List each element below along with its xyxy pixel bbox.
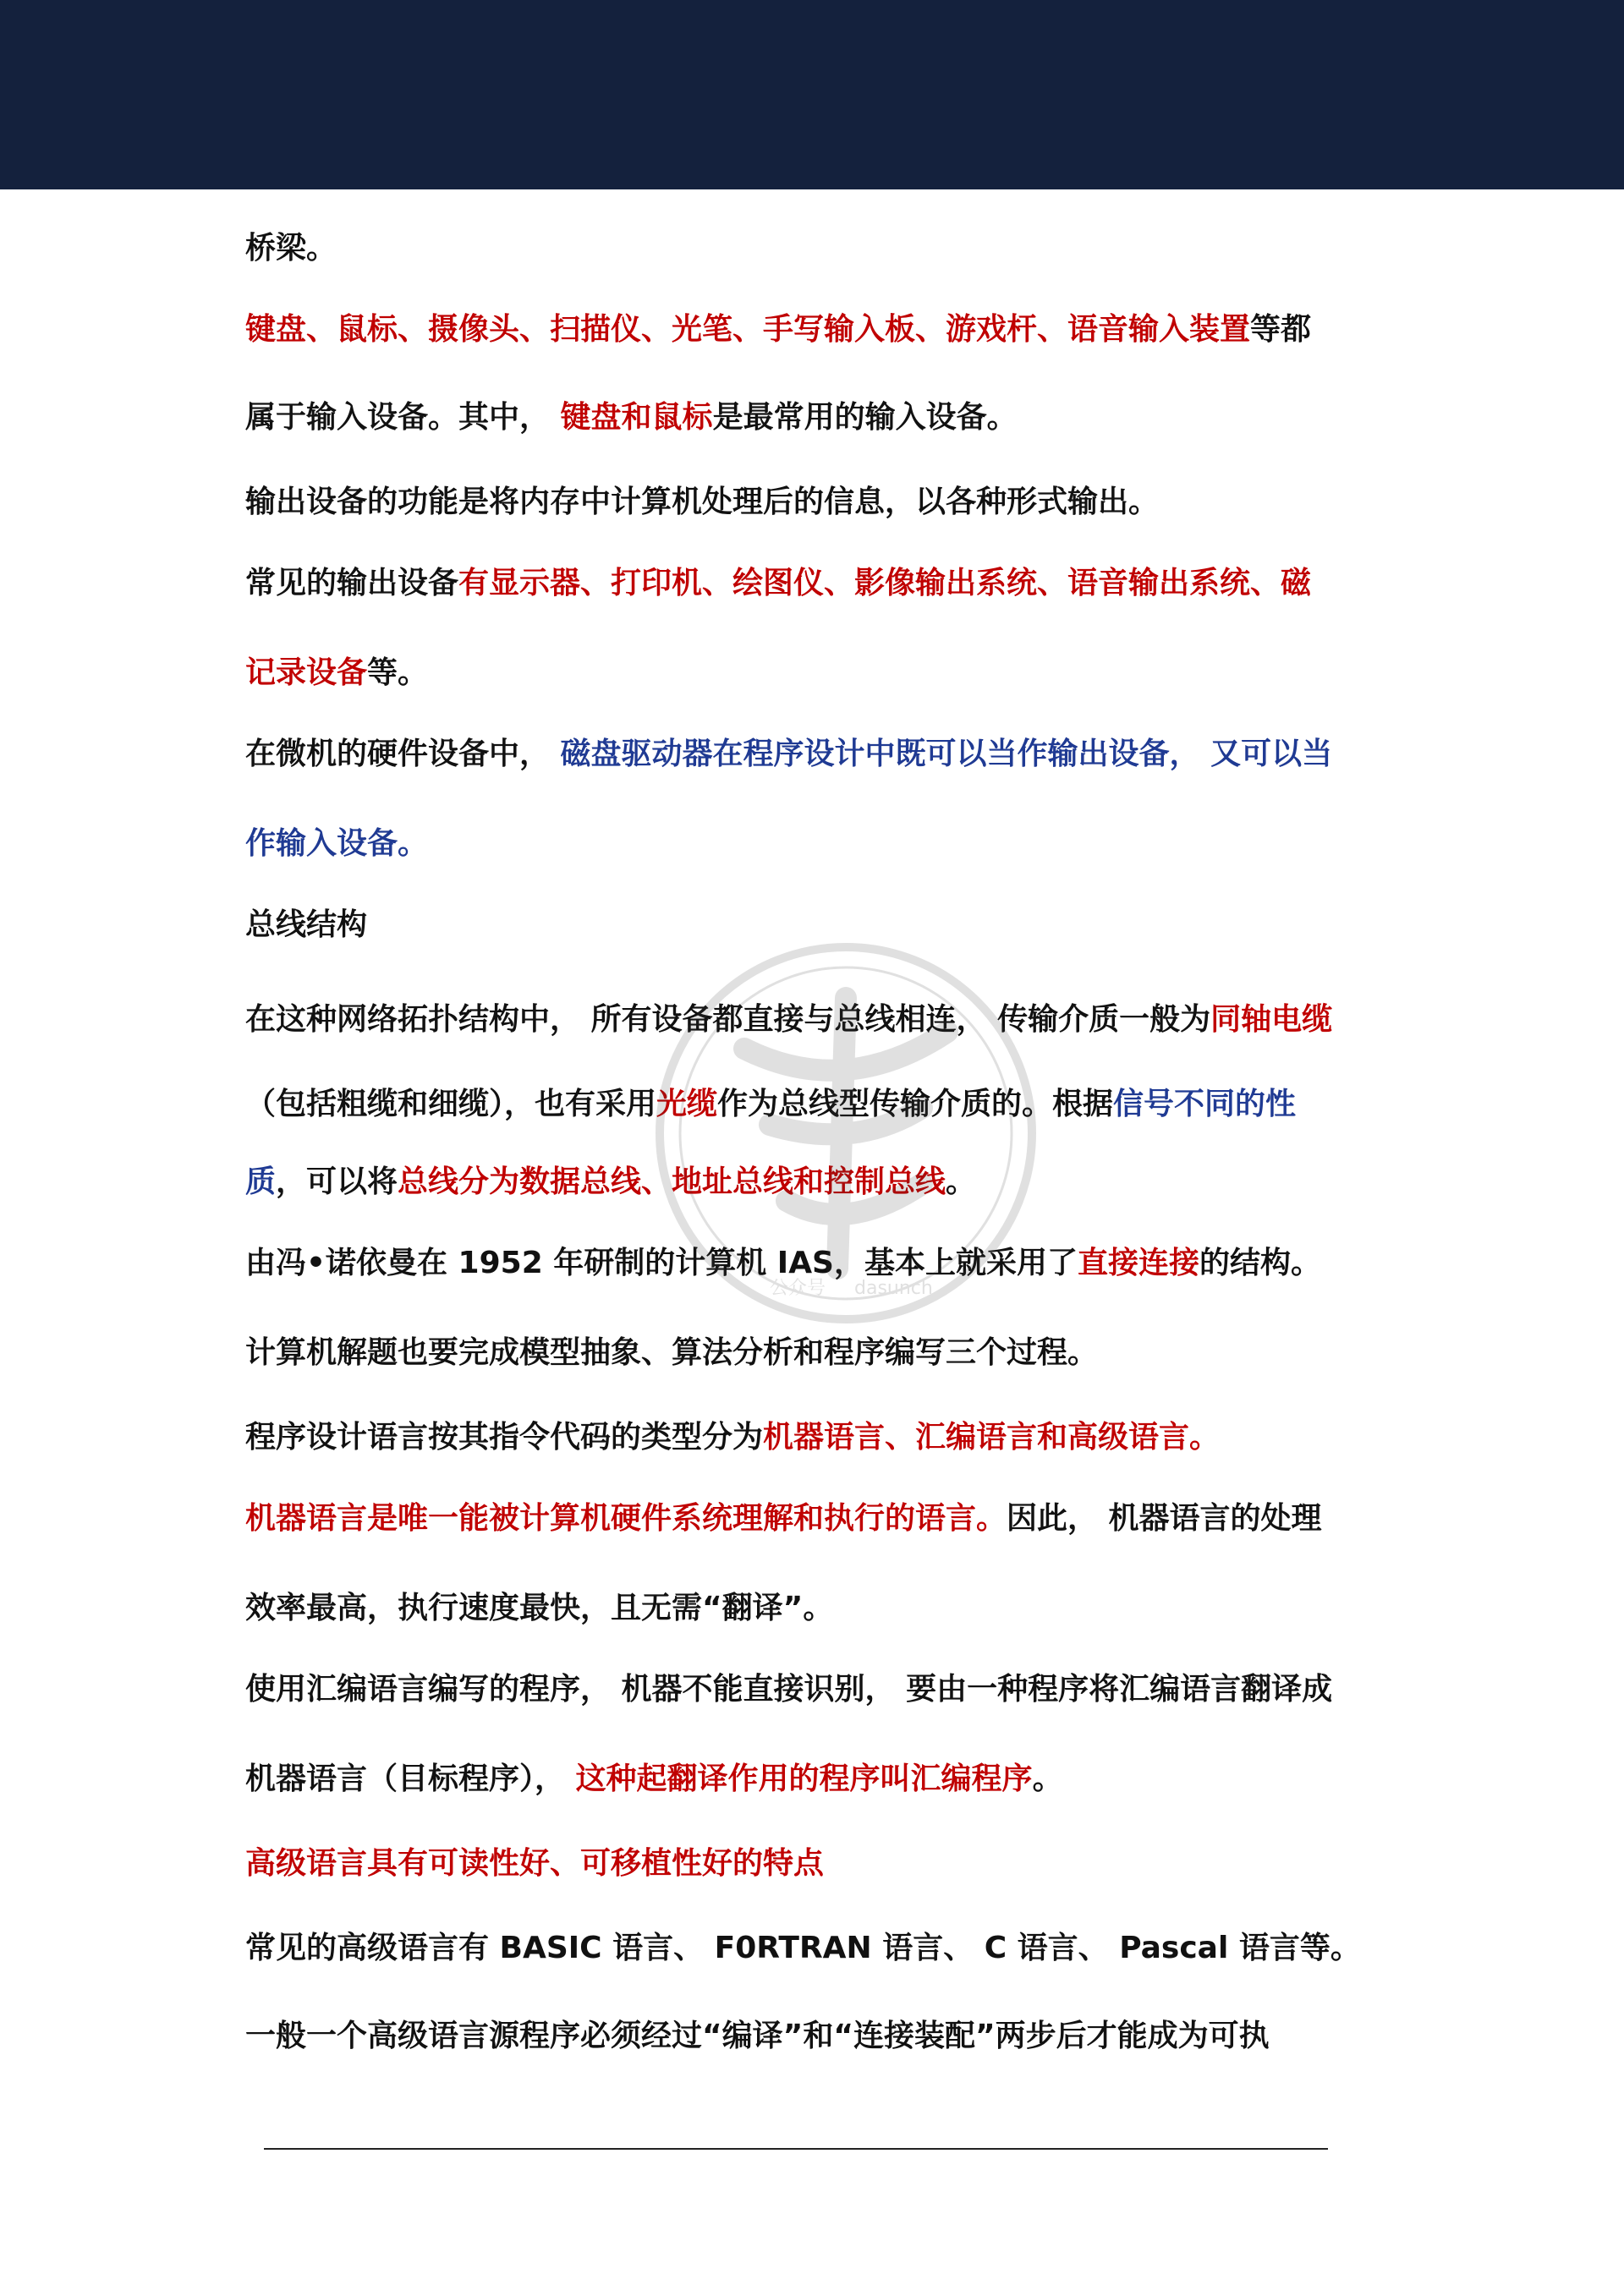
text-segment: 高级语言具有可读性好、可移植性好的特点 [245,1846,825,1881]
text-line [245,1844,1379,1884]
text-segment: 直接连接 [1078,1246,1200,1280]
text-segment: 。 [946,1164,977,1199]
text-line [245,563,1379,604]
text-segment: 记录设备 [245,655,368,690]
text-segment: 机器语言是唯一能被计算机硬件系统理解和执行的语言。 [245,1501,1007,1536]
text-segment: 桥梁。 [245,231,337,266]
text-segment: 磁盘驱动器在程序设计中既可以当作输出设备， 又可以当 [560,737,1333,771]
text-segment: 效率最高，执行速度最快，且无需“翻译”。 [245,1591,834,1625]
text-segment: 机器语言（目标程序）， [245,1762,576,1796]
text-segment: 在这种网络拓扑结构中， 所有设备都直接与总线相连， 传输介质一般为 [245,1002,1211,1037]
text-line [245,1669,1379,1710]
text-segment: 属于输入设备。其中， [245,400,561,435]
header-band [0,0,1624,189]
text-segment: 在微机的硬件设备中， [245,737,561,771]
text-segment: 等。 [367,655,429,690]
text-segment: 是最常用的输入设备。 [712,400,1018,435]
text-segment: 总线分为数据总线、地址总线和控制总线 [398,1164,946,1199]
text-segment: 作输入设备。 [245,826,429,861]
text-segment: 质 [245,1164,277,1199]
text-segment: 这种起翻译作用的程序叫汇编程序 [575,1762,1033,1796]
text-segment: 常见的输出设备 [245,566,459,600]
text-segment: 使用汇编语言编写的程序， 机器不能直接识别， 要由一种程序将汇编语言翻译成 [245,1672,1333,1707]
text-line [245,397,1379,438]
text-segment: 常见的高级语言有 BASIC 语言、 F0RTRAN 语言、 C 语言、 Pascal 语言等。 [245,1931,1361,1965]
text-segment: 一般一个高级语言源程序必须经过“编译”和“连接装配”两步后才能成为可执 [245,2019,1270,2053]
watermark-text-left: 公众号 [770,1278,826,1299]
text-line [245,1759,1379,1800]
text-segment: 光缆 [656,1087,718,1121]
text-segment: （包括粗缆和细缆），也有采用 [245,1087,657,1121]
text-segment: 输出设备的功能是将内存中计算机处理后的信息，以各种形式输出。 [245,485,1160,519]
text-segment: 因此， 机器语言的处理 [1007,1501,1322,1536]
text-line [245,228,1379,269]
text-line [245,482,1379,523]
text-line [245,824,1379,864]
text-segment: 有显示器、打印机、绘图仪、影像输出系统、语音输出系统、磁 [458,566,1312,600]
text-segment: 同轴电缆 [1210,1002,1333,1037]
text-line [245,1417,1379,1458]
text-line [245,653,1379,693]
text-line [245,1333,1379,1373]
text-segment: 键盘和鼠标 [560,400,713,435]
text-segment: 键盘、鼠标、摄像头、扫描仪、光笔、手写输入板、游戏杆、语音输入装置 [245,312,1251,347]
text-segment: 等都 [1250,312,1312,347]
text-segment: 计算机解题也要完成模型抽象、算法分析和程序编写三个过程。 [245,1335,1099,1370]
text-line [245,2016,1379,2057]
footer-divider [264,2148,1328,2150]
watermark-seal [643,930,1049,1336]
text-line [245,734,1379,775]
watermark-text-right: dasunch [854,1278,933,1299]
text-line [245,1588,1379,1629]
text-segment: 。 [1032,1762,1063,1796]
text-segment: 作为总线型传输介质的。根据 [717,1087,1114,1121]
text-line [245,310,1379,350]
text-segment: 信号不同的性 [1113,1087,1297,1121]
text-line [245,1499,1379,1539]
text-segment: 总线结构 [245,907,368,942]
text-segment: 机器语言、汇编语言和高级语言。 [763,1420,1221,1455]
text-segment: 程序设计语言按其指令代码的类型分为 [245,1420,764,1455]
text-segment: ，可以将 [276,1164,398,1199]
text-line [245,1928,1379,1969]
text-segment: 的结构。 [1199,1246,1322,1280]
text-segment: 由冯•诺依曼在 1952 年研制的计算机 IAS，基本上就采用了 [245,1246,1078,1280]
